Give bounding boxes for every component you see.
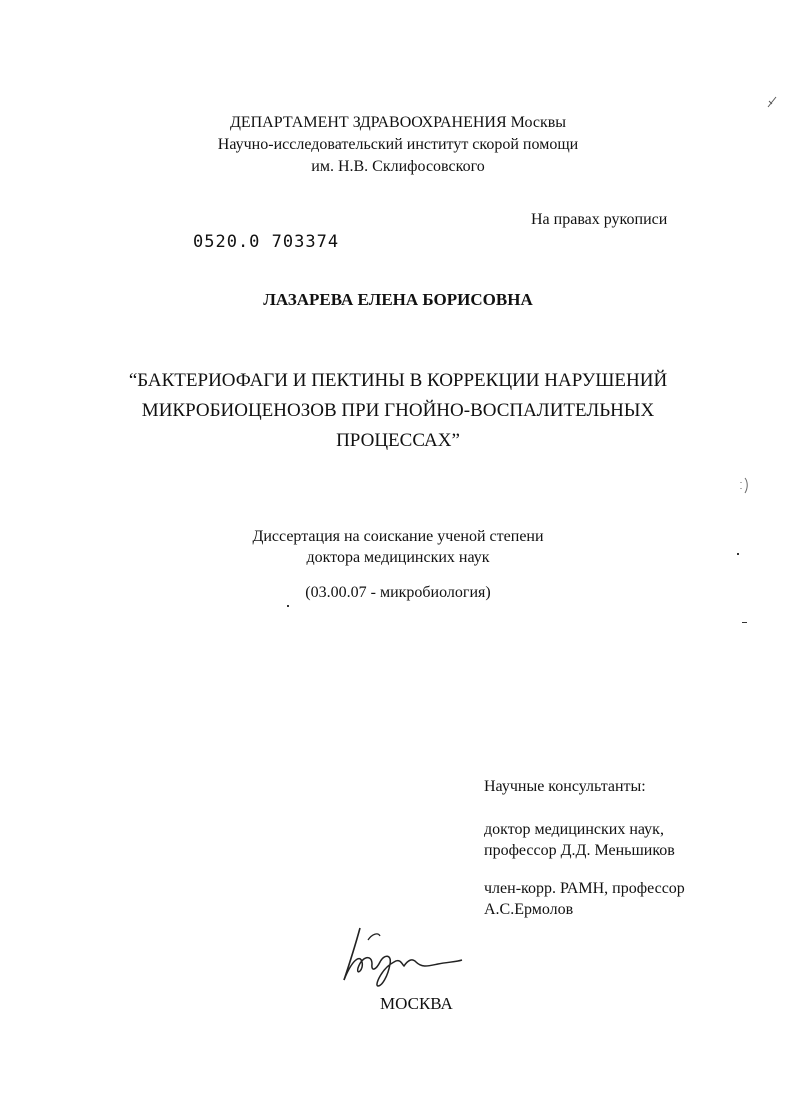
consultant-2-title: член-корр. РАМН, профессор: [484, 880, 685, 897]
institution-header: [0, 112, 796, 178]
author-name: ЛАЗАРЕВА ЕЛЕНА БОРИСОВНА: [263, 290, 533, 309]
consultant-1-title: доктор медицинских наук,: [484, 821, 664, 838]
scan-speck: [742, 622, 747, 623]
scan-speck: [737, 553, 739, 555]
title-line-1: “БАКТЕРИОФАГИ И ПЕКТИНЫ В КОРРЕКЦИИ НАРУШЕНИЙ: [128, 370, 668, 391]
city-name: МОСКВА: [380, 994, 453, 1013]
title-line-2: МИКРОБИОЦЕНОЗОВ ПРИ ГНОЙНО-ВОСПАЛИТЕЛЬНЫХ: [141, 400, 655, 421]
department-line: ДЕПАРТАМЕНТ ЗДРАВООХРАНЕНИЯ Москвы: [229, 114, 567, 131]
specialty-code: (03.00.07 - микробиология): [305, 584, 491, 601]
consultant-2-name: А.С.Ермолов: [484, 901, 574, 918]
consultant-2: [484, 878, 685, 920]
scan-speck: [287, 605, 289, 607]
handwritten-signature: [338, 920, 478, 990]
catalog-code-stamp: 0520.0 703374: [193, 232, 340, 252]
title-line-3: ПРОЦЕССАХ”: [336, 430, 460, 451]
consultant-1-name: профессор Д.Д. Меньшиков: [484, 842, 675, 859]
institute-name-line: им. Н.В. Склифосовского: [311, 158, 485, 175]
scan-mark: [765, 95, 779, 111]
consultants-heading: Научные консультанты:: [484, 778, 646, 795]
institute-line: Научно-исследовательский институт скорой помощи: [217, 136, 579, 153]
rights-note: На правах рукописи: [531, 211, 668, 228]
degree-line-1: Диссертация на соискание ученой степени: [252, 528, 544, 545]
thesis-title: [0, 366, 796, 456]
dissertation-degree: [0, 526, 796, 568]
consultant-1: [484, 819, 675, 861]
margin-mark: [738, 476, 750, 496]
degree-line-2: доктора медицинских наук: [306, 549, 490, 566]
